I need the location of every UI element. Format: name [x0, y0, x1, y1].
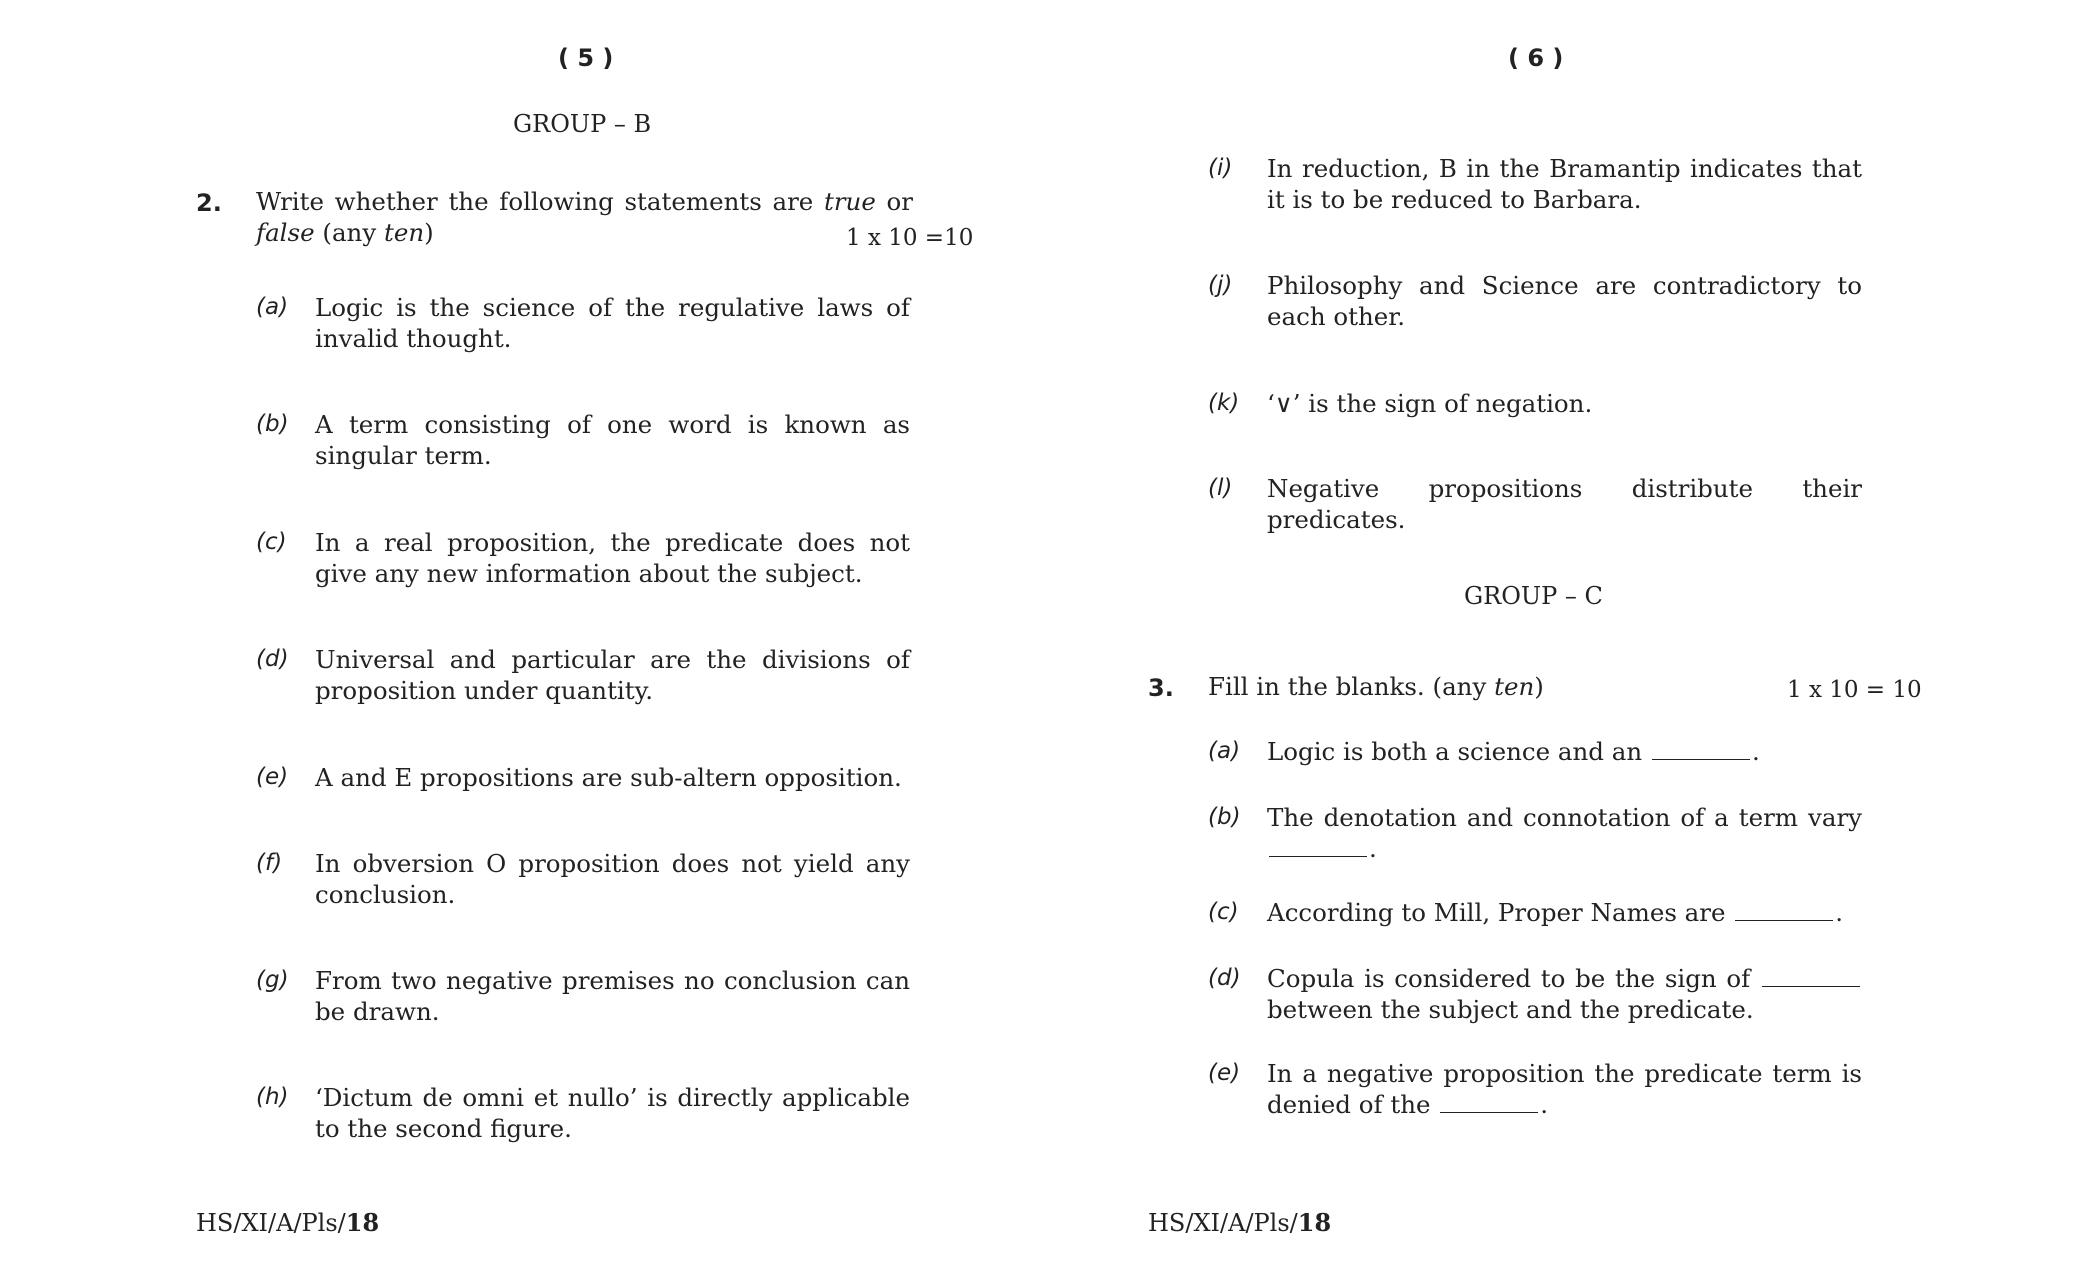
footer-code: HS/XI/A/Pls/18 — [196, 1208, 380, 1237]
question-text: Write whether the following statements are true or false (any ten) — [256, 187, 913, 247]
item-label: (h) — [256, 1084, 289, 1110]
item-label: (g) — [256, 967, 289, 993]
item-text: Philosophy and Science are contradictory to each other. — [1267, 271, 1862, 331]
page-5 — [0, 0, 1000, 1275]
group-c-title: GROUP – C — [1464, 582, 1603, 610]
item-label: (d) — [256, 646, 289, 672]
blank-line — [1735, 919, 1833, 921]
blank-line — [1762, 985, 1860, 987]
page-6 — [950, 0, 1950, 1275]
question-marks: 1 x 10 = 10 — [1787, 677, 1922, 703]
item-label: (c) — [256, 529, 287, 555]
item-label: (f) — [256, 850, 283, 876]
item-label: (b) — [1208, 804, 1241, 830]
item-label: (i) — [1208, 155, 1233, 181]
question-number: 3. — [1148, 674, 1174, 702]
item-text: According to Mill, Proper Names are . — [1267, 898, 1844, 927]
item-text: In a negative proposition the predicate term is denied of the . — [1267, 1059, 1862, 1119]
page-number: ( 6 ) — [1508, 44, 1564, 72]
item-text: A term consisting of one word is known as singular term. — [315, 410, 910, 470]
blank-line — [1269, 855, 1367, 857]
question-marks: 1 x 10 =10 — [846, 225, 974, 251]
question-text: Fill in the blanks. (any ten) — [1208, 672, 1544, 701]
item-text: The denotation and connotation of a term vary . — [1267, 803, 1862, 863]
item-label: (a) — [1208, 738, 1241, 764]
item-text: ‘∨’ is the sign of negation. — [1267, 389, 1593, 418]
item-text: In reduction, B in the Bramantip indicates that it is to be reduced to Barbara. — [1267, 154, 1862, 214]
item-text: Negative propositions distribute their predicates. — [1267, 474, 1862, 534]
item-text: In obversion O proposition does not yield any conclusion. — [315, 849, 910, 909]
item-label: (j) — [1208, 272, 1233, 298]
footer-code: HS/XI/A/Pls/18 — [1148, 1208, 1332, 1237]
item-text: Universal and particular are the divisions of proposition under quantity. — [315, 645, 910, 705]
item-label: (e) — [256, 764, 289, 790]
item-label: (c) — [1208, 899, 1239, 925]
item-text: Logic is the science of the regulative laws of invalid thought. — [315, 293, 910, 353]
item-text: Copula is considered to be the sign of between the subject and the predicate. — [1267, 963, 1862, 1025]
page-number: ( 5 ) — [558, 44, 614, 72]
item-text: From two negative premises no conclusion can be drawn. — [315, 966, 910, 1026]
item-label: (l) — [1208, 475, 1233, 501]
blank-line — [1652, 758, 1750, 760]
item-label: (k) — [1208, 390, 1240, 416]
item-text: ‘Dictum de omni et nullo’ is directly applicable to the second figure. — [315, 1083, 910, 1143]
item-label: (e) — [1208, 1060, 1241, 1086]
item-text: Logic is both a science and an . — [1267, 737, 1760, 766]
blank-line — [1440, 1111, 1538, 1113]
question-number: 2. — [196, 189, 222, 217]
item-label: (b) — [256, 411, 289, 437]
item-label: (a) — [256, 294, 289, 320]
item-label: (d) — [1208, 965, 1241, 991]
group-b-title: GROUP – B — [513, 110, 652, 138]
item-text: A and E propositions are sub-altern opposition. — [315, 763, 902, 792]
item-text: In a real proposition, the predicate does not give any new information about the subject. — [315, 528, 910, 588]
